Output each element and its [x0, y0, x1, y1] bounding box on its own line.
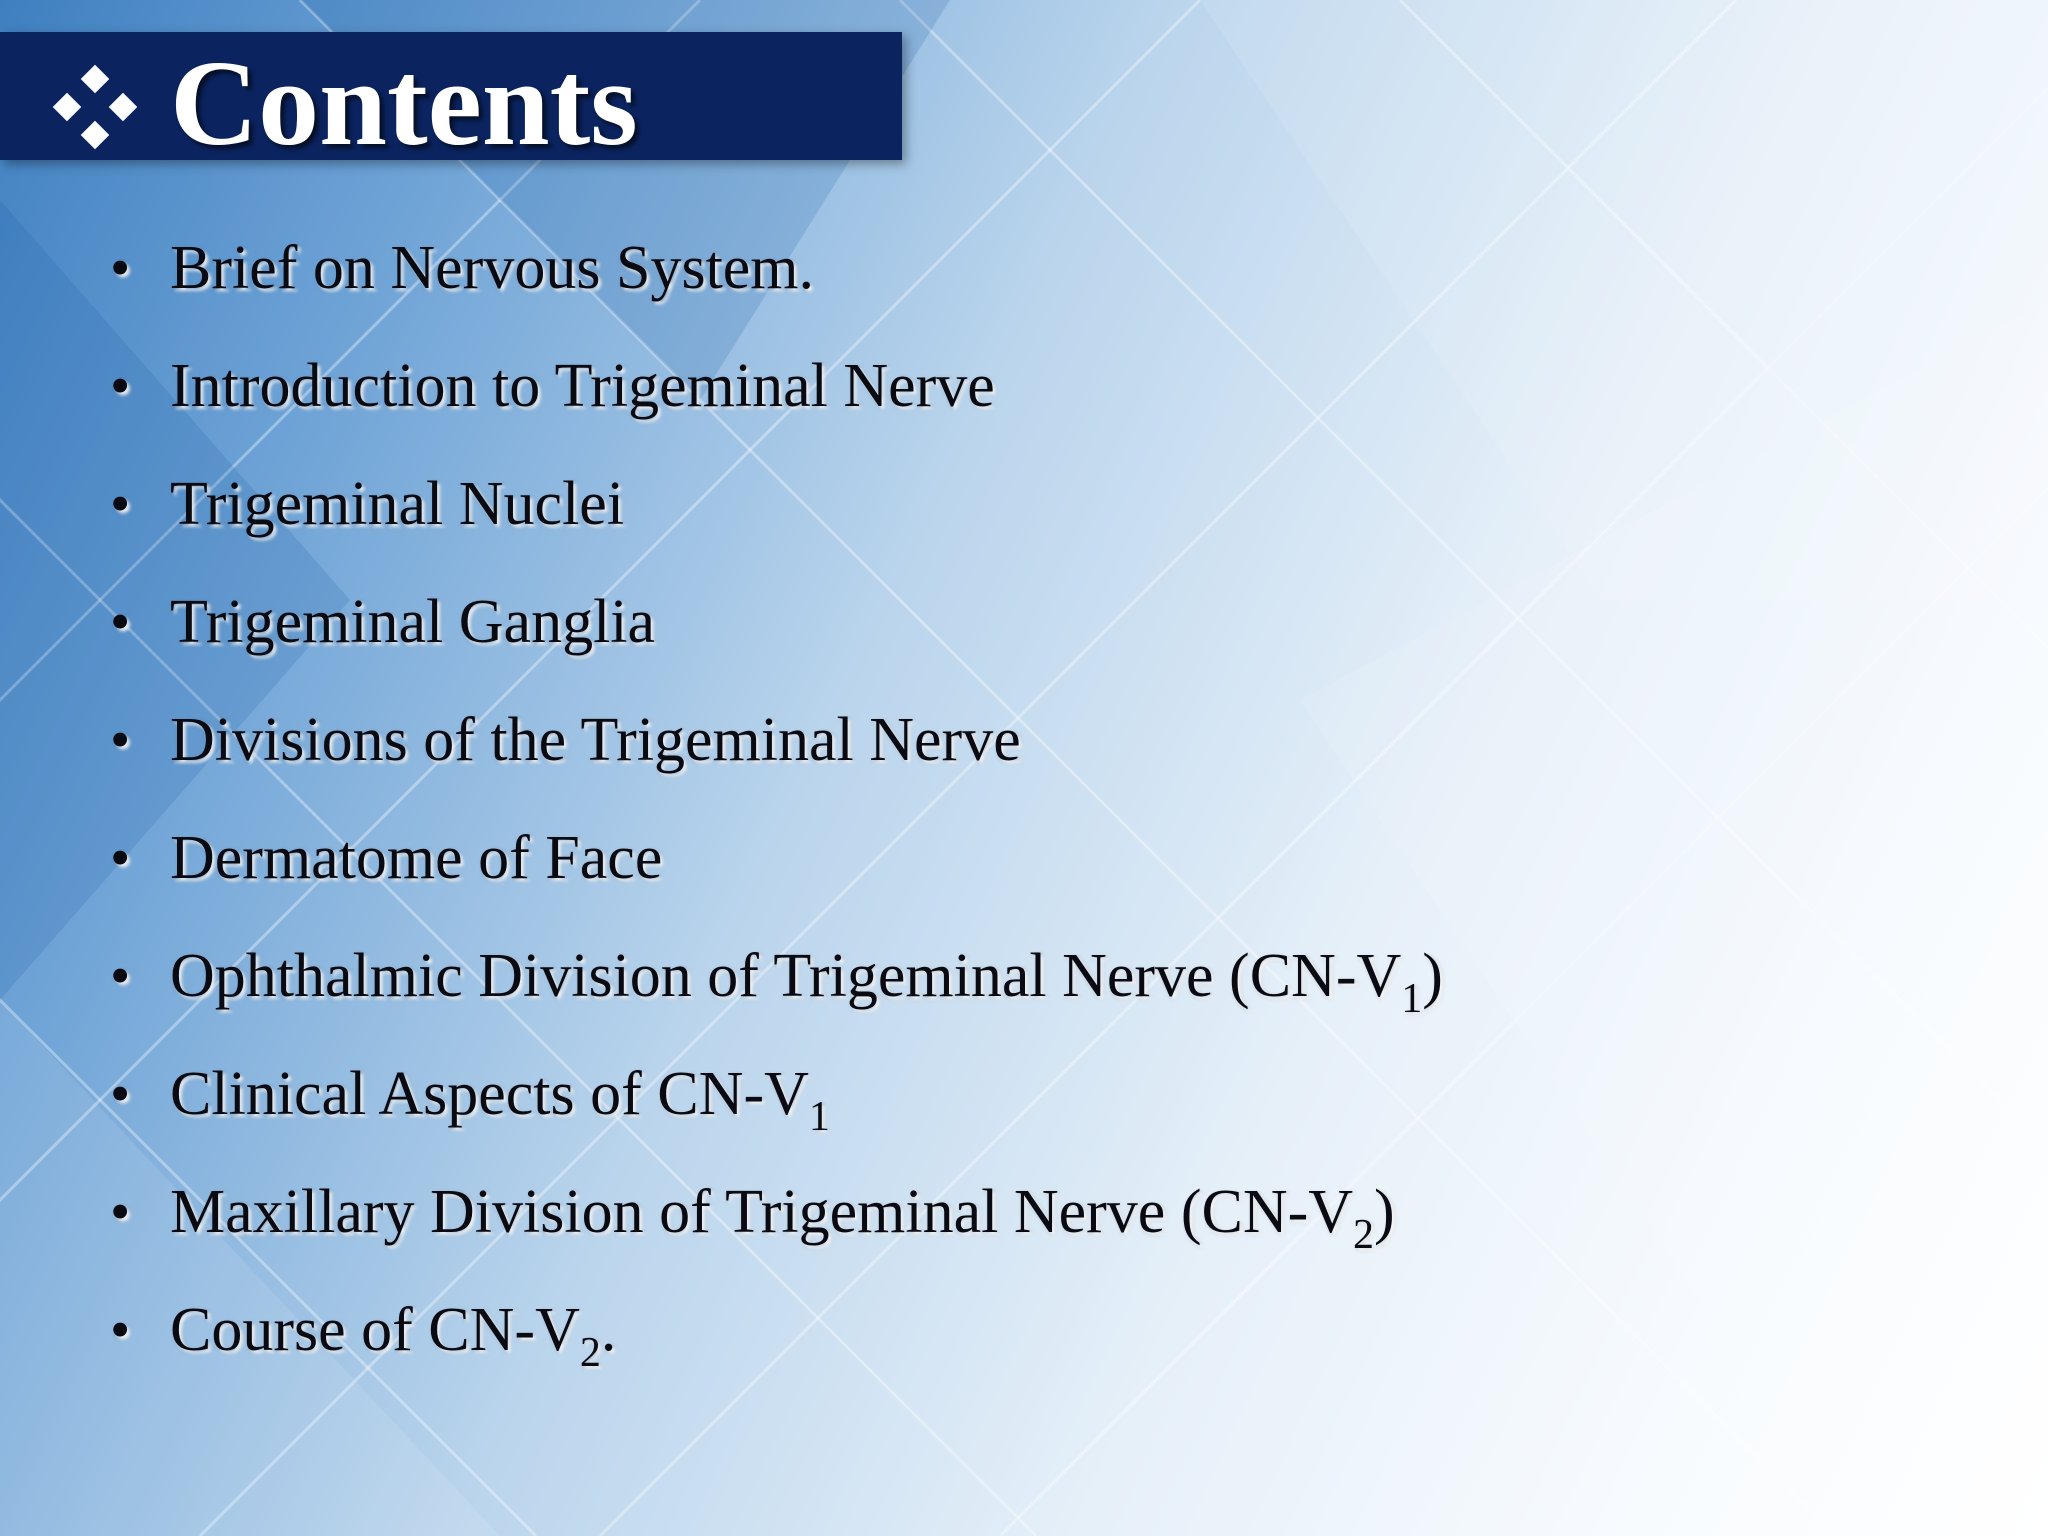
list-item-subscript: 2	[579, 1330, 601, 1376]
bullet-icon: •	[110, 1179, 131, 1244]
list-item-label	[170, 936, 1443, 1022]
list-item-text: Dermatome of Face	[170, 824, 663, 892]
list-item	[110, 228, 1443, 346]
bullet-icon: •	[110, 825, 131, 890]
list-item-label	[170, 818, 662, 898]
list-item	[110, 1290, 1443, 1408]
bullet-icon: •	[110, 1297, 131, 1362]
list-item-suffix: )	[1374, 1178, 1395, 1246]
list-item	[110, 582, 1443, 700]
list-item	[110, 1172, 1443, 1290]
list-item-subscript: 1	[1401, 976, 1423, 1022]
list-item-subscript: 1	[808, 1094, 830, 1140]
list-item-text: Trigeminal Ganglia	[170, 588, 656, 656]
list-item-label	[170, 700, 1021, 780]
list-item-text: Course of CN-V	[170, 1296, 580, 1364]
list-item	[110, 1054, 1443, 1172]
bullet-icon: •	[110, 589, 131, 654]
list-item	[110, 700, 1443, 818]
list-item-label	[170, 1054, 830, 1140]
list-item-text: Introduction to Trigeminal Nerve	[170, 352, 995, 420]
list-item-label	[170, 582, 655, 662]
bullet-icon: •	[110, 1061, 131, 1126]
list-item	[110, 936, 1443, 1054]
list-item-text: Maxillary Division of Trigeminal Nerve (CN-V	[170, 1178, 1354, 1246]
list-item-text: Divisions of the Trigeminal Nerve	[170, 706, 1021, 774]
list-item	[110, 346, 1443, 464]
list-item-label	[170, 1290, 617, 1376]
slide-title: Contents	[170, 36, 638, 171]
list-item-label	[170, 1172, 1395, 1258]
bullet-icon: •	[110, 943, 131, 1008]
list-item-label	[170, 346, 995, 426]
list-item	[110, 464, 1443, 582]
contents-list	[110, 228, 1443, 1408]
title-banner	[0, 32, 902, 171]
list-item-text: Trigeminal Nuclei	[170, 470, 625, 538]
list-item-text: Clinical Aspects of CN-V	[170, 1060, 809, 1128]
list-item-suffix: )	[1422, 942, 1443, 1010]
list-item-text: Brief on Nervous System.	[170, 234, 815, 302]
bullet-icon: •	[110, 235, 131, 300]
list-item-label	[170, 464, 624, 544]
list-item-subscript: 2	[1353, 1212, 1375, 1258]
list-item-suffix: .	[600, 1296, 617, 1364]
bullet-icon: •	[110, 471, 131, 536]
bullet-icon: •	[110, 353, 131, 418]
list-item-label	[170, 228, 814, 308]
list-item-text: Ophthalmic Division of Trigeminal Nerve (CN-V	[170, 942, 1402, 1010]
four-diamond-bullet-icon	[48, 60, 142, 154]
list-item	[110, 818, 1443, 936]
bullet-icon: •	[110, 707, 131, 772]
